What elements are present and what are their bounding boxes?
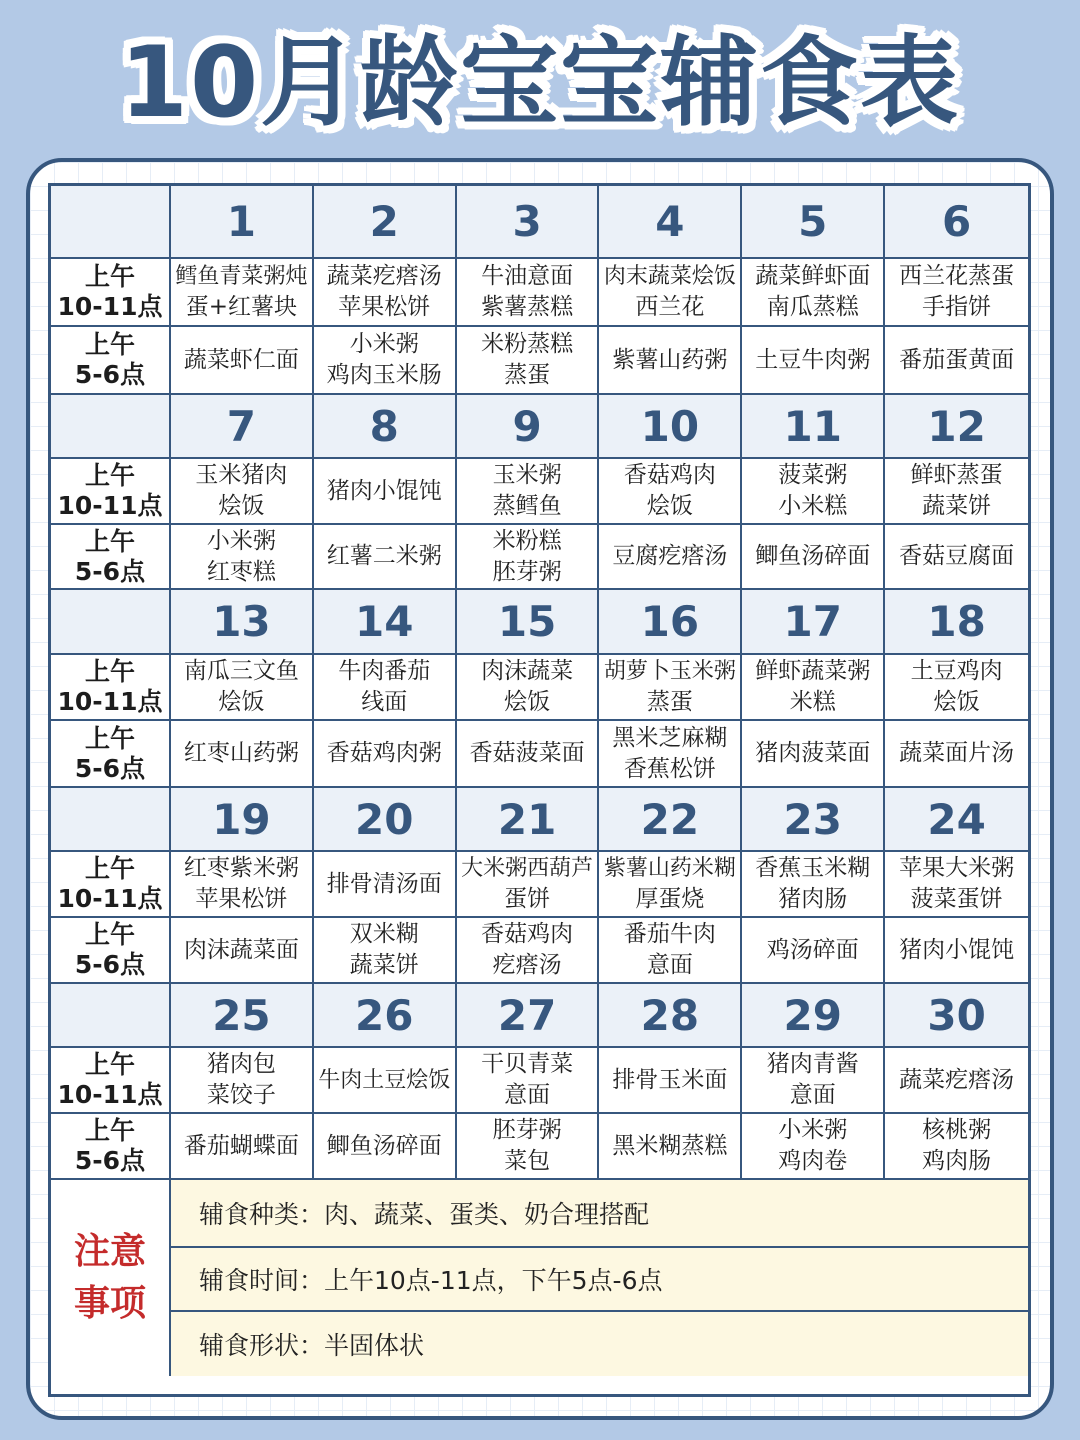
meal-cell-morning: [742, 259, 885, 327]
day-number: [457, 788, 600, 852]
day-number-text: 9: [512, 401, 542, 451]
meal-text: 香蕉玉米糊: [755, 855, 871, 881]
row-label-line: 上午: [84, 526, 135, 556]
meal-text: 香菇鸡肉粥: [326, 740, 442, 766]
day-number: [457, 395, 600, 459]
meal-cell-evening: [742, 525, 885, 590]
note-text: 辅食形状：半固体状: [199, 1331, 425, 1360]
row-label-line: 10-11点: [57, 884, 163, 913]
day-number: [314, 395, 457, 459]
note-text: 辅食种类：肉、蔬菜、蛋类、奶合理搭配: [199, 1200, 650, 1229]
meal-cell-evening: [599, 721, 742, 788]
day-number: [599, 984, 742, 1048]
meal-text: 蒸蛋: [504, 362, 551, 388]
meal-text: 猪肉包: [206, 1051, 276, 1077]
meal-text: 菠菜粥: [778, 462, 848, 488]
meal-text: 意面: [789, 1082, 836, 1108]
meal-text: 大米粥西葫芦: [461, 856, 594, 881]
meal-cell-morning: [885, 1048, 1028, 1114]
row-label-line: 上午: [84, 1050, 135, 1079]
meal-cell-morning: [457, 459, 600, 525]
meal-text: 猪肉菠菜面: [755, 740, 871, 766]
meal-text: 小米粥: [778, 1117, 848, 1143]
meal-cell-morning: [314, 459, 457, 525]
day-number-text: 8: [369, 401, 399, 451]
row-label-line: 5-6点: [74, 360, 146, 389]
notes-label-line: 注意: [73, 1231, 146, 1272]
day-number: [599, 186, 742, 259]
day-number-text: 13: [212, 597, 271, 646]
meal-cell-evening: [599, 918, 742, 984]
day-number: [314, 590, 457, 655]
meal-text: 土豆鸡肉: [910, 658, 1003, 684]
notes-label: [51, 1180, 171, 1376]
meal-text: 鸡汤碎面: [766, 936, 859, 963]
row-label-evening: [51, 721, 171, 788]
meal-text: 西兰花蒸蛋: [899, 263, 1015, 289]
row-label-morning: [51, 1048, 171, 1114]
day-number-text: 7: [226, 401, 257, 451]
day-number-text: 17: [783, 597, 842, 646]
meal-text: 手指饼: [922, 294, 992, 320]
meal-text: 黑米糊蒸糕: [612, 1132, 728, 1159]
meal-text: 烩饭: [218, 689, 265, 715]
row-label-morning: [51, 852, 171, 918]
day-number: [171, 395, 314, 459]
row-label-morning: [51, 459, 171, 525]
day-number: [457, 186, 600, 259]
note-text: 辅食时间：上午10点-11点，下午5点-6点: [199, 1266, 663, 1295]
meal-text: 鳕鱼青菜粥炖: [175, 264, 308, 289]
meal-text: 鲜虾蔬菜粥: [755, 658, 871, 684]
meal-text: 南瓜蒸糕: [766, 294, 859, 320]
meal-text: 猪肉肠: [778, 886, 848, 912]
meal-text: 黑米芝麻糊: [612, 724, 728, 751]
row-label-evening: [51, 525, 171, 590]
meal-text: 小米粥: [349, 331, 419, 357]
row-label-line: 5-6点: [74, 1146, 146, 1175]
meal-text: 意面: [504, 1082, 551, 1108]
row-label-evening: [51, 327, 171, 395]
meal-cell-evening: [457, 1114, 600, 1180]
row-label-line: 10-11点: [57, 1080, 163, 1109]
row-label-morning: [51, 259, 171, 327]
meal-cell-evening: [885, 525, 1028, 590]
meal-cell-evening: [314, 327, 457, 395]
meal-cell-evening: [314, 918, 457, 984]
meal-text: 鲜虾蒸蛋: [910, 462, 1003, 488]
day-number-text: 21: [497, 794, 557, 844]
day-number-text: 16: [640, 597, 700, 646]
day-number: [885, 395, 1028, 459]
meal-text: 紫薯蒸糕: [481, 294, 574, 320]
meal-schedule-table: [48, 183, 1031, 1397]
day-number-text: 11: [783, 401, 842, 451]
day-number: [457, 590, 600, 655]
meal-cell-morning: [599, 459, 742, 525]
meal-text: 香蕉松饼: [623, 755, 716, 782]
week-header-corner: [51, 395, 171, 459]
day-number-text: 19: [212, 794, 271, 844]
meal-text: 鲫鱼汤碎面: [755, 543, 871, 569]
meal-text: 蔬菜虾仁面: [183, 346, 299, 373]
meal-cell-evening: [457, 918, 600, 984]
meal-cell-evening: [599, 327, 742, 395]
page-title: 10月龄宝宝辅食表: [119, 26, 961, 140]
note-item: [171, 1248, 1028, 1312]
meal-text: 鸡肉玉米肠: [326, 362, 442, 388]
meal-cell-morning: [742, 1048, 885, 1114]
meal-text: 蔬菜鲜虾面: [755, 263, 871, 289]
meal-text: 菠菜蛋饼: [910, 886, 1003, 912]
meal-text: 苹果松饼: [195, 886, 288, 912]
meal-text: 鸡肉肠: [922, 1148, 992, 1174]
row-label-line: 上午: [84, 723, 135, 753]
meal-text: 番茄牛肉: [623, 921, 716, 947]
day-number-text: 26: [355, 990, 414, 1040]
row-label-line: 上午: [84, 1116, 135, 1145]
day-number-text: 18: [927, 597, 986, 646]
meal-cell-evening: [457, 525, 600, 590]
meal-cell-evening: [885, 1114, 1028, 1180]
day-number-text: 12: [927, 401, 986, 451]
meal-text: 小米粥: [206, 527, 276, 554]
day-number: [599, 590, 742, 655]
day-number-text: 25: [212, 990, 271, 1040]
meal-text: 米糕: [789, 689, 836, 715]
meal-text: 意面: [646, 952, 693, 978]
meal-text: 蔬菜疙瘩汤: [326, 263, 442, 289]
meal-cell-evening: [599, 1114, 742, 1180]
day-number: [314, 186, 457, 259]
meal-cell-evening: [885, 327, 1028, 395]
meal-text: 肉末蔬菜烩饭: [603, 264, 736, 289]
meal-text: 紫薯山药粥: [612, 346, 728, 373]
meal-cell-morning: [885, 259, 1028, 327]
meal-text: 红薯二米粥: [326, 543, 442, 569]
meal-cell-evening: [171, 1114, 314, 1180]
meal-text: 蔬菜饼: [349, 952, 419, 978]
meal-text: 红枣紫米粥: [183, 855, 299, 881]
day-number: [599, 395, 742, 459]
meal-text: 玉米粥: [492, 462, 562, 488]
meal-text: 香菇鸡肉: [481, 921, 574, 947]
day-number-text: 14: [355, 597, 414, 646]
meal-text: 玉米猪肉: [195, 462, 288, 488]
meal-text: 蔬菜面片汤: [899, 740, 1015, 766]
meal-cell-morning: [599, 655, 742, 721]
meal-text: 猪肉小馄饨: [899, 936, 1015, 963]
meal-cell-morning: [742, 459, 885, 525]
meal-cell-morning: [742, 852, 885, 918]
meal-cell-evening: [314, 721, 457, 788]
meal-text: 核桃粥: [922, 1117, 992, 1143]
day-number-text: 1: [226, 197, 257, 246]
meal-text: 番茄蝴蝶面: [183, 1132, 299, 1159]
meal-text: 蛋+红薯块: [185, 294, 298, 320]
meal-text: 紫薯山药米糊: [603, 856, 736, 881]
meal-text: 排骨玉米面: [612, 1066, 728, 1093]
note-item: [171, 1312, 1028, 1376]
meal-text: 疙瘩汤: [492, 952, 562, 978]
day-number: [885, 788, 1028, 852]
day-number: [171, 788, 314, 852]
meal-cell-morning: [171, 1048, 314, 1114]
day-number: [314, 984, 457, 1048]
meal-cell-morning: [314, 852, 457, 918]
day-number-text: 4: [655, 197, 685, 246]
meal-cell-evening: [742, 721, 885, 788]
meal-cell-morning: [314, 259, 457, 327]
week-header-corner: [51, 788, 171, 852]
meal-text: 蔬菜疙瘩汤: [899, 1066, 1015, 1093]
day-number: [742, 186, 885, 259]
meal-text: 鲫鱼汤碎面: [326, 1132, 442, 1159]
meal-text: 双米糊: [349, 921, 419, 947]
note-item: [171, 1180, 1028, 1248]
day-number: [885, 186, 1028, 259]
meal-text: 肉沫蔬菜面: [183, 936, 299, 963]
meal-text: 胡萝卜玉米粥: [603, 659, 736, 684]
meal-text: 烩饭: [218, 493, 265, 519]
meal-cell-morning: [457, 259, 600, 327]
day-number-text: 6: [941, 197, 972, 246]
meal-text: 蔬菜饼: [922, 493, 992, 519]
day-number-text: 22: [640, 794, 700, 844]
meal-cell-morning: [885, 655, 1028, 721]
meal-cell-morning: [457, 1048, 600, 1114]
row-label-line: 上午: [84, 262, 135, 291]
day-number: [171, 590, 314, 655]
day-number-text: 3: [512, 197, 542, 246]
row-label-line: 上午: [84, 920, 135, 949]
row-label-line: 10-11点: [57, 687, 163, 716]
meal-cell-evening: [885, 721, 1028, 788]
meal-cell-evening: [885, 918, 1028, 984]
week-header-corner: [51, 186, 171, 259]
meal-text: 牛油意面: [481, 263, 574, 289]
meal-text: 番茄蛋黄面: [899, 346, 1015, 373]
meal-text: 米粉蒸糕: [481, 331, 574, 357]
day-number: [171, 186, 314, 259]
row-label-line: 5-6点: [74, 556, 146, 586]
meal-text: 苹果松饼: [338, 294, 431, 320]
meal-text: 烩饭: [933, 689, 980, 715]
week-header-corner: [51, 590, 171, 655]
day-number-text: 27: [497, 990, 557, 1040]
meal-text: 肉沫蔬菜: [481, 658, 574, 684]
day-number: [171, 984, 314, 1048]
day-number-text: 29: [783, 990, 842, 1040]
day-number: [457, 984, 600, 1048]
meal-text: 鸡肉卷: [778, 1148, 848, 1174]
row-label-evening: [51, 1114, 171, 1180]
meal-cell-morning: [457, 655, 600, 721]
meal-cell-evening: [742, 918, 885, 984]
day-number: [742, 395, 885, 459]
meal-cell-morning: [171, 852, 314, 918]
meal-text: 土豆牛肉粥: [755, 346, 871, 373]
meal-text: 蒸蛋: [646, 689, 693, 715]
row-label-line: 5-6点: [74, 753, 146, 783]
day-number: [742, 590, 885, 655]
meal-text: 牛肉番茄: [338, 658, 431, 684]
meal-cell-evening: [314, 1114, 457, 1180]
meal-text: 小米糕: [778, 493, 848, 519]
day-number-text: 5: [798, 197, 828, 246]
meal-text: 南瓜三文鱼: [183, 658, 299, 684]
day-number: [885, 984, 1028, 1048]
meal-text: 线面: [361, 689, 408, 715]
meal-text: 豆腐疙瘩汤: [612, 543, 728, 569]
meal-text: 猪肉小馄饨: [326, 477, 442, 504]
meal-text: 菜饺子: [206, 1082, 276, 1108]
meal-cell-evening: [171, 918, 314, 984]
meal-cell-morning: [599, 1048, 742, 1114]
meal-cell-evening: [171, 721, 314, 788]
meal-text: 红枣糕: [206, 558, 276, 585]
meal-cell-evening: [742, 1114, 885, 1180]
meal-text: 猪肉青酱: [766, 1051, 859, 1077]
meal-text: 苹果大米粥: [899, 855, 1015, 881]
day-number: [742, 788, 885, 852]
meal-text: 厚蛋烧: [635, 886, 705, 912]
row-label-line: 上午: [84, 461, 135, 490]
row-label-line: 10-11点: [57, 491, 163, 520]
day-number-text: 10: [640, 401, 700, 451]
meal-text: 米粉糕: [492, 527, 562, 554]
row-label-evening: [51, 918, 171, 984]
meal-cell-morning: [885, 852, 1028, 918]
meal-text: 蒸鳕鱼: [492, 493, 562, 519]
day-number-text: 15: [497, 597, 557, 646]
row-label-line: 上午: [84, 854, 135, 883]
meal-cell-morning: [171, 259, 314, 327]
meal-cell-evening: [314, 525, 457, 590]
meal-cell-morning: [457, 852, 600, 918]
row-label-line: 上午: [84, 330, 135, 359]
meal-cell-evening: [457, 327, 600, 395]
meal-text: 胚芽粥: [492, 558, 562, 585]
meal-cell-evening: [599, 525, 742, 590]
week-header-corner: [51, 984, 171, 1048]
meal-text: 菜包: [504, 1148, 551, 1174]
meal-cell-evening: [742, 327, 885, 395]
day-number-text: 2: [369, 197, 399, 246]
row-label-line: 5-6点: [74, 950, 146, 979]
notes-label-line: 事项: [73, 1283, 146, 1324]
row-label-line: 上午: [84, 657, 135, 686]
meal-text: 西兰花: [635, 294, 705, 320]
meal-text: 干贝青菜: [481, 1051, 574, 1077]
meal-text: 香菇豆腐面: [899, 543, 1015, 569]
meal-text: 红枣山药粥: [183, 740, 299, 766]
meal-cell-morning: [742, 655, 885, 721]
meal-text: 蛋饼: [504, 886, 551, 912]
meal-text: 烩饭: [646, 493, 693, 519]
day-number-text: 24: [927, 794, 986, 844]
meal-text: 香菇菠菜面: [469, 740, 585, 766]
meal-cell-morning: [599, 259, 742, 327]
meal-cell-morning: [599, 852, 742, 918]
meal-text: 胚芽粥: [492, 1117, 562, 1143]
day-number: [885, 590, 1028, 655]
row-label-line: 10-11点: [57, 292, 163, 321]
meal-text: 烩饭: [504, 689, 551, 715]
meal-cell-morning: [314, 1048, 457, 1114]
day-number-text: 28: [640, 990, 700, 1040]
day-number: [742, 984, 885, 1048]
meal-cell-evening: [457, 721, 600, 788]
meal-cell-morning: [314, 655, 457, 721]
meal-text: 牛肉土豆烩饭: [318, 1067, 451, 1093]
day-number-text: 20: [355, 794, 414, 844]
meal-cell-morning: [885, 459, 1028, 525]
meal-cell-evening: [171, 525, 314, 590]
meal-text: 排骨清汤面: [326, 870, 442, 897]
meal-cell-morning: [171, 459, 314, 525]
day-number: [314, 788, 457, 852]
day-number-text: 30: [927, 990, 986, 1040]
day-number: [599, 788, 742, 852]
meal-text: 香菇鸡肉: [623, 462, 716, 488]
day-number-text: 23: [783, 794, 842, 844]
meal-cell-evening: [171, 327, 314, 395]
meal-cell-morning: [171, 655, 314, 721]
row-label-morning: [51, 655, 171, 721]
